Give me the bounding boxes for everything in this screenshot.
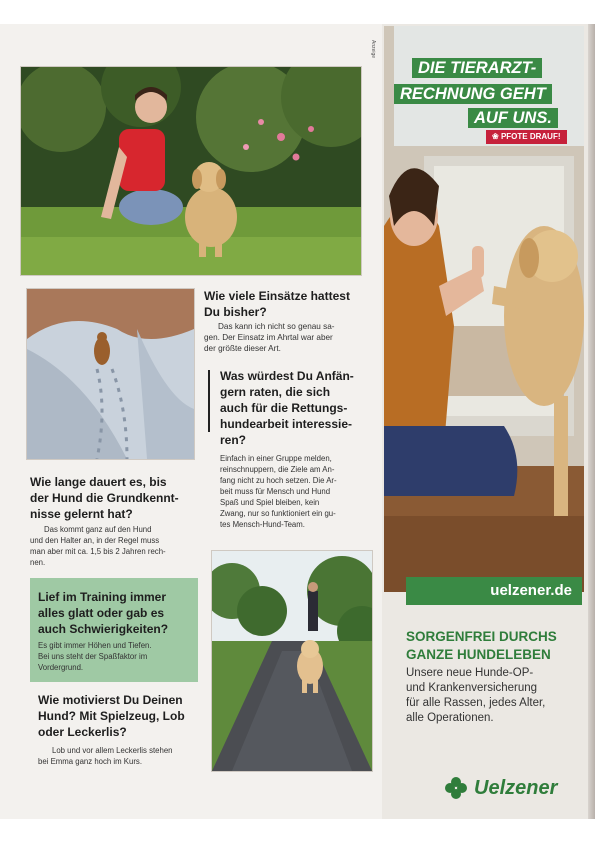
quote-rule	[208, 370, 210, 432]
answer-5: Lob und vor allem Leckerlis stehen bei Emma ganz hoch im Kurs.	[38, 746, 173, 766]
ad-headline-line-1: DIE TIERARZT-	[412, 58, 542, 78]
answer-1: Das kann ich nicht so genau sa- gen. Der Einsatz im Ahrtal war aber der größte dieser Art.	[204, 322, 335, 353]
answer-3: Das kommt ganz auf den Hund und den Halter an, in der Regel muss man aber mit ca. 1,5 bis 2 Jahren rech- nen.	[30, 525, 166, 567]
ad-headline-line-3: AUF UNS.	[468, 108, 558, 128]
brand-logo-text: Uelzener	[474, 777, 558, 799]
ad-body: Unsere neue Hunde-OP- und Krankenversicherung für alle Rassen, jedes Alter, alle Operationen.	[406, 667, 546, 724]
ad-headline-line-2: RECHNUNG GEHT	[394, 84, 552, 104]
question-2: Was würdest Du Anfän- gern raten, die sich auch für die Rettungs- hundearbeit interessie- ren?	[220, 369, 354, 447]
paw-icon: ❀	[492, 132, 501, 141]
question-1: Wie viele Einsätze hattest Du bisher?	[204, 289, 350, 319]
ad-url-link[interactable]: uelzener.de	[406, 577, 582, 605]
answer-4: Es gibt immer Höhen und Tiefen. Bei uns steht der Spaßfaktor im Vordergrund.	[38, 641, 152, 672]
question-5: Wie motivierst Du Deinen Hund? Mit Spielzeug, Lob oder Leckerlis?	[38, 693, 185, 739]
ad-annotation: Anzeige	[370, 40, 376, 59]
photo-dog-on-path	[211, 550, 373, 772]
ad-badge: ❀ PFOTE DRAUF!	[486, 130, 567, 144]
photo-woman-with-dog	[20, 66, 362, 276]
page-edge	[588, 24, 595, 819]
question-3: Wie lange dauert es, bis der Hund die Grundkennt- nisse gelernt hat?	[30, 475, 179, 521]
ad-title: SORGENFREI DURCHS GANZE HUNDELEBEN	[406, 629, 557, 662]
question-4: Lief im Training immer alles glatt oder gab es auch Schwierigkeiten?	[38, 590, 169, 636]
clover-logo-icon	[444, 776, 468, 800]
answer-2: Einfach in einer Gruppe melden, reinschnuppern, die Ziele am An- fang nicht zu hoch setzen. Die Ar- beit muss für Mensch und Hund Spaß und Spiel bleiben, kein Zwang, nur so funktioniert ein gu- tes Mensch-Hund-Team.	[220, 454, 337, 529]
photo-snow-trail-dog	[26, 288, 195, 460]
